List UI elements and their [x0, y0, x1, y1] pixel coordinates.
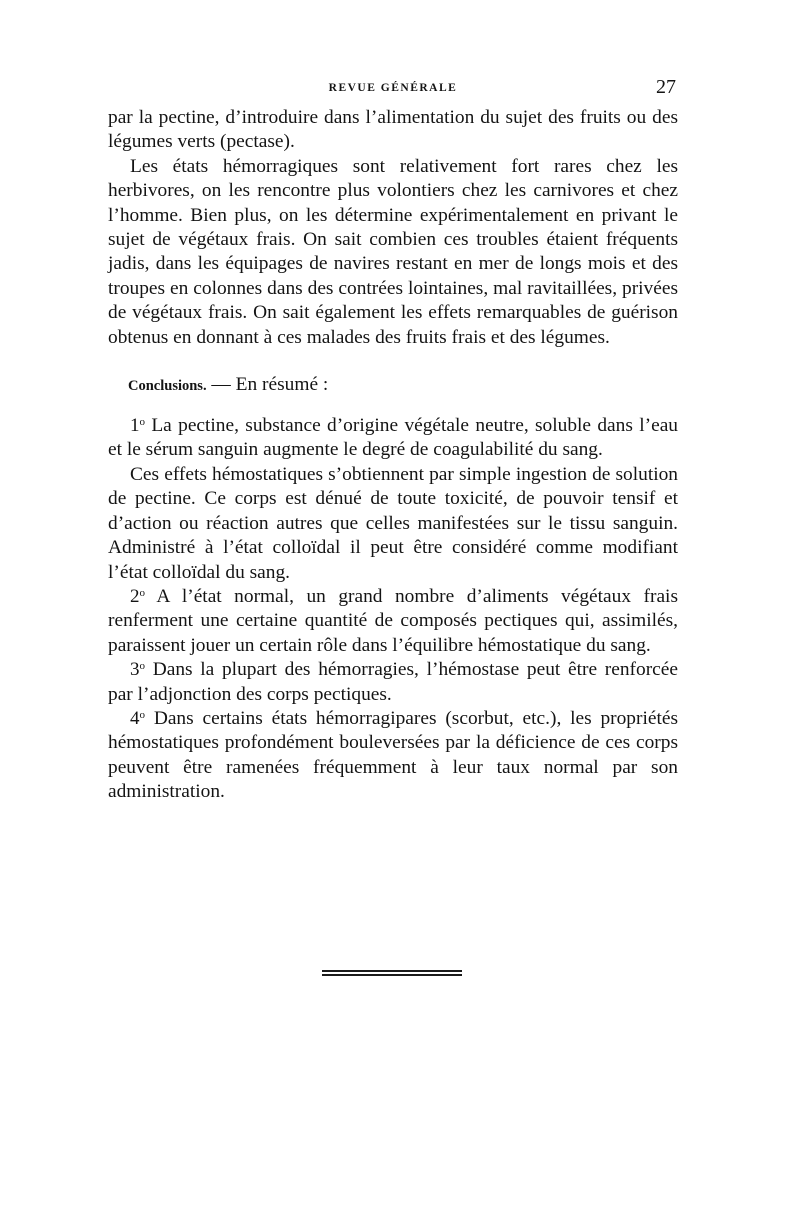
conclusion-item-3	[108, 658, 678, 707]
item-number: 3	[130, 659, 140, 681]
item-number: 2	[130, 585, 140, 607]
item-text: Dans certains états hémorragipares (scorbut, etc.), les propriétés hémostatiques profondément bouleversées par la déficience de ces corps peuvent être ramenées fréquemment à leur taux normal par son administration.	[108, 707, 678, 803]
item-ordinal: o	[139, 660, 145, 673]
paragraph-continuation: par la pectine, d’introduire dans l’alimentation du sujet des fruits ou des légumes verts (pectase).	[108, 107, 678, 153]
rule-line	[322, 974, 462, 976]
item-number: 1	[130, 415, 140, 437]
conclusions-heading	[128, 374, 678, 396]
paragraph-hemorrhagic-states: Les états hémorragiques sont relativement fort rares chez les herbivores, on les rencontre plus volontiers chez les carnivores et chez l’homme. Bien plus, on les détermine expérimentalement en privant le sujet de végétaux frais. On sait combien ces troubles étaient fréquents jadis, dans les équipages de navires restant en mer de longs mois et des troupes en colonnes dans des contrées lointaines, mal ravitaillées, privées de végétaux frais. On sait également les effets remarquables de guérison obtenus en donnant à ces malades des fruits frais et des légumes.	[108, 155, 678, 348]
conclusion-item-1	[108, 414, 678, 463]
conclusions-summary-text: — En résumé :	[206, 374, 329, 396]
item-ordinal: o	[139, 586, 145, 599]
conclusions-label: Conclusions.	[128, 378, 207, 395]
item-text: La pectine, substance d’origine végétale neutre, soluble dans l’eau et le sérum sanguin augmente le degré de coagulabilité du sang.	[108, 415, 678, 461]
running-title: REVUE GÉNÉRALE	[328, 82, 458, 94]
conclusion-item-4	[108, 707, 678, 805]
conclusion-item-2	[108, 585, 678, 658]
page-body	[108, 78, 678, 805]
page-header	[108, 78, 678, 106]
item-ordinal: o	[139, 416, 145, 429]
item-ordinal: o	[139, 708, 145, 721]
item-text: Dans la plupart des hémorragies, l’hémostase peut être renforcée par l’adjonction des corps pectiques.	[108, 659, 678, 705]
conclusion-item-1-continued	[108, 463, 678, 585]
rule-line	[322, 970, 462, 972]
item-text: A l’état normal, un grand nombre d’aliments végétaux frais renferment une certaine quantité de composés pectiques qui, assimilés, paraissent jouer un certain rôle dans l’équilibre hémostatique du sang.	[108, 585, 678, 656]
end-of-section-double-rule	[322, 970, 462, 978]
page-number: 27	[656, 76, 676, 98]
item-text: Ces effets hémostatiques s’obtiennent par simple ingestion de solution de pectine. Ce corps est dénué de toute toxicité, de pouvoir tensif et d’action ou réaction autres que celles manifestées sur le tissu sanguin. Administré à l’état colloïdal il peut être considéré comme modifiant l’état colloïdal du sang.	[108, 463, 678, 583]
item-number: 4	[130, 707, 140, 729]
